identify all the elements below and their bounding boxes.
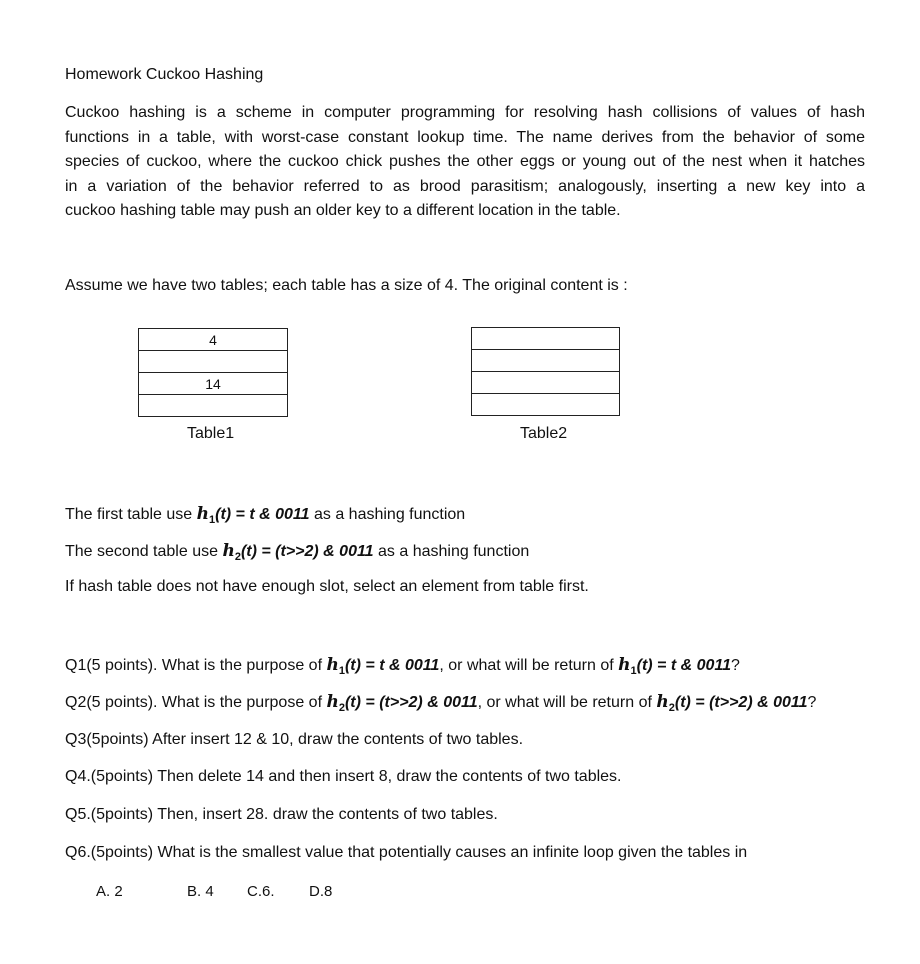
line-text: The second table use [65, 543, 223, 560]
question-6: Q6.(5points) What is the smallest value that potentially causes an infinite loop given the tables in [65, 844, 748, 861]
h2-formula [656, 692, 808, 715]
table2-slot-3 [472, 394, 620, 416]
h2-symbol: h [222, 541, 235, 561]
intro-line: species of cuckoo, where the cuckoo chick pushes the other eggs or young out of the nest when it hatches [65, 153, 865, 170]
h1-formula [618, 655, 732, 678]
h1-subscript: 1 [209, 514, 216, 527]
intro-paragraph [65, 101, 865, 224]
table1-slot-3 [139, 395, 288, 417]
hash-function-2-line [65, 541, 529, 563]
h1-expression: (t) = t & 0011 [636, 657, 732, 674]
slot-rule-line: If hash table does not have enough slot, select an element from table first. [65, 578, 589, 595]
table2 [471, 327, 620, 416]
table1-slot-1 [139, 351, 288, 373]
h2-subscript: 2 [338, 702, 345, 715]
question-text: ? [731, 657, 740, 674]
h1-subscript: 1 [338, 665, 345, 678]
intro-line: Cuckoo hashing is a scheme in computer programming for resolving hash collisions of values of hash [65, 104, 865, 121]
question-2 [65, 692, 816, 714]
question-text: ? [807, 694, 817, 711]
h2-expression: (t) = (t>>2) & 0011 [240, 543, 374, 560]
intro-line: in a variation of the behavior referred to as brood parasitism; analogously, inserting a new key into a [65, 177, 865, 195]
question-5: Q5.(5points) Then, insert 28. draw the contents of two tables. [65, 806, 498, 823]
table1-caption: Table1 [187, 425, 235, 442]
h1-subscript: 1 [630, 665, 637, 678]
choice-a: A. 2 [96, 883, 123, 900]
table1-slot-2: 14 [139, 373, 288, 395]
h1-symbol: h [196, 504, 209, 524]
question-4: Q4.(5points) Then delete 14 and then insert 8, draw the contents of two tables. [65, 768, 622, 785]
question-text: , or what will be return of [439, 657, 619, 674]
choice-d: D.8 [309, 883, 333, 900]
table1-slot-0: 4 [139, 329, 288, 351]
table2-slot-0 [472, 328, 620, 350]
question-text: , or what will be return of [477, 694, 657, 711]
h2-symbol: h [656, 692, 669, 712]
question-3: Q3(5points) After insert 12 & 10, draw the contents of two tables. [65, 731, 524, 748]
h1-formula [196, 504, 310, 527]
h1-formula [326, 655, 440, 678]
h2-symbol: h [326, 692, 339, 712]
choice-c: C.6. [247, 883, 275, 900]
h2-expression: (t) = (t>>2) & 0011 [344, 694, 478, 711]
h2-subscript: 2 [234, 551, 241, 564]
h1-expression: (t) = t & 0011 [344, 657, 440, 674]
h2-subscript: 2 [668, 702, 675, 715]
intro-line: cuckoo hashing table may push an older key to a different location in the table. [65, 202, 621, 219]
h2-formula [326, 692, 478, 715]
h1-symbol: h [618, 655, 631, 675]
line-text: as a hashing function [373, 543, 530, 560]
h2-expression: (t) = (t>>2) & 0011 [674, 694, 808, 711]
line-text: as a hashing function [309, 506, 466, 523]
h1-symbol: h [326, 655, 339, 675]
table1 [138, 328, 288, 417]
choice-b: B. 4 [187, 883, 214, 900]
question-1 [65, 655, 740, 677]
h2-formula [222, 541, 374, 564]
hash-function-1-line [65, 504, 465, 526]
intro-line: functions in a table, with worst-case constant lookup time. The name derives from the behavior of some [65, 128, 865, 146]
question-text: Q1(5 points). What is the purpose of [65, 657, 327, 674]
h1-expression: (t) = t & 0011 [215, 506, 310, 523]
table2-caption: Table2 [520, 425, 568, 442]
document-title: Homework Cuckoo Hashing [65, 66, 264, 83]
assumption-text: Assume we have two tables; each table has a size of 4. The original content is : [65, 277, 628, 294]
table2-slot-2 [472, 372, 620, 394]
line-text: The first table use [65, 506, 197, 523]
question-text: Q2(5 points). What is the purpose of [65, 694, 327, 711]
table2-slot-1 [472, 350, 620, 372]
